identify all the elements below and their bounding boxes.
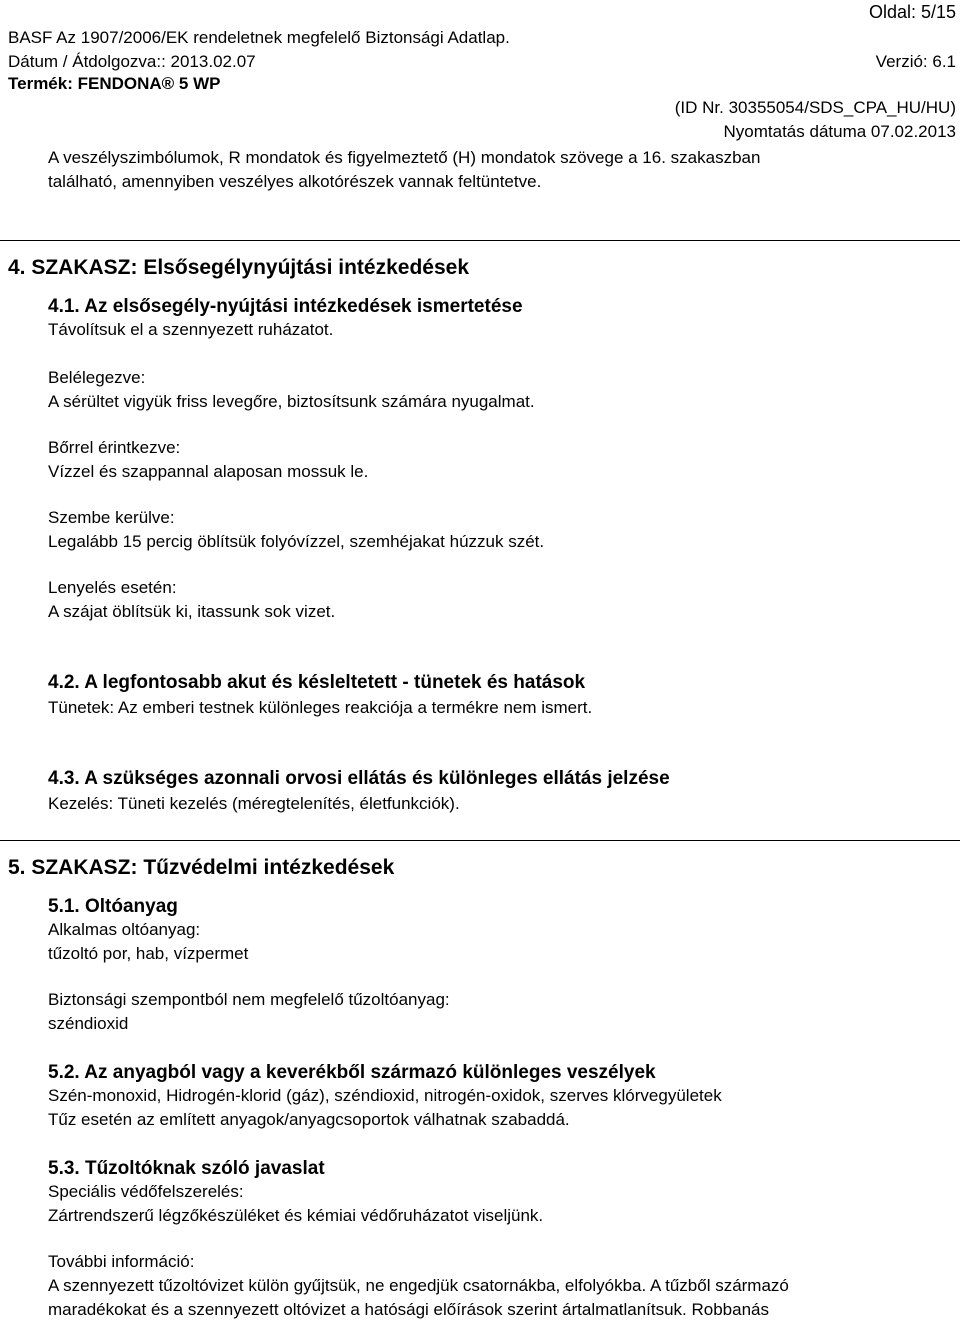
subsection-5-1-title: 5.1. Oltóanyag (48, 896, 178, 917)
section-divider (0, 840, 960, 841)
product-name: Termék: FENDONA® 5 WP (8, 74, 221, 93)
document-title: BASF Az 1907/2006/EK rendeletnek megfelelő Biztonsági Adatlap. (8, 28, 510, 47)
unsuitable-media-label: Biztonsági szempontból nem megfelelő tűzoltóanyag: (48, 990, 450, 1009)
eye-contact-text: Legalább 15 percig öblítsük folyóvízzel, szemhéjakat húzzuk szét. (48, 532, 545, 551)
further-info-line-1: A szennyezett tűzoltóvizet külön gyűjtsük, ne engedjük csatornákba, elfolyókba. A tűzből származó (48, 1276, 789, 1295)
subsection-5-3-title: 5.3. Tűzoltóknak szóló javaslat (48, 1158, 325, 1179)
further-info-line-2: maradékokat és a szennyezett oltóvizet a hatósági előírások szerint ártalmatlanítsuk. Robbanás (48, 1300, 769, 1319)
subsection-5-2-title: 5.2. Az anyagból vagy a keverékből származó különleges veszélyek (48, 1062, 656, 1083)
protective-equipment-text: Zártrendszerű légzőkészüléket és kémiai védőruházatot viseljünk. (48, 1206, 544, 1225)
ingestion-text: A szájat öblítsük ki, itassunk sok vizet. (48, 602, 336, 621)
general-advice: Távolítsuk el a szennyezett ruházatot. (48, 320, 334, 339)
section-5-title: 5. SZAKASZ: Tűzvédelmi intézkedések (8, 856, 395, 879)
suitable-media-label: Alkalmas oltóanyag: (48, 920, 201, 939)
section-divider (0, 240, 960, 241)
subsection-4-1-title: 4.1. Az elsősegély-nyújtási intézkedések ismertetése (48, 296, 523, 317)
intro-line-2: található, amennyiben veszélyes alkotórészek vannak feltüntetve. (48, 172, 542, 191)
subsection-4-2-title: 4.2. A legfontosabb akut és késleltetett - tünetek és hatások (48, 672, 586, 693)
skin-contact-label: Bőrrel érintkezve: (48, 438, 181, 457)
ingestion-label: Lenyelés esetén: (48, 578, 177, 597)
document-id: (ID Nr. 30355054/SDS_CPA_HU/HU) (674, 98, 956, 117)
inhalation-label: Belélegezve: (48, 368, 146, 387)
section-4-title: 4. SZAKASZ: Elsősegélynyújtási intézkedések (8, 256, 469, 279)
inhalation-text: A sérültet vigyük friss levegőre, biztosítsunk számára nyugalmat. (48, 392, 535, 411)
suitable-media-text: tűzoltó por, hab, vízpermet (48, 944, 249, 963)
special-hazards-line-2: Tűz esetén az említett anyagok/anyagcsoportok válhatnak szabaddá. (48, 1110, 570, 1129)
version: Verzió: 6.1 (875, 52, 956, 71)
treatment-text: Kezelés: Tüneti kezelés (méregtelenítés, életfunkciók). (48, 794, 460, 813)
subsection-4-3-title: 4.3. A szükséges azonnali orvosi ellátás és különleges ellátás jelzése (48, 768, 670, 789)
page-number: Oldal: 5/15 (868, 2, 956, 22)
unsuitable-media-text: széndioxid (48, 1014, 129, 1033)
revision-date: Dátum / Átdolgozva:: 2013.02.07 (8, 52, 256, 71)
protective-equipment-label: Speciális védőfelszerelés: (48, 1182, 244, 1201)
further-info-label: További információ: (48, 1252, 195, 1271)
skin-contact-text: Vízzel és szappannal alaposan mossuk le. (48, 462, 369, 481)
special-hazards-line-1: Szén-monoxid, Hidrogén-klorid (gáz), széndioxid, nitrogén-oxidok, szerves klórvegyületek (48, 1086, 722, 1105)
print-date: Nyomtatás dátuma 07.02.2013 (723, 122, 956, 141)
eye-contact-label: Szembe kerülve: (48, 508, 175, 527)
symptoms-text: Tünetek: Az emberi testnek különleges reakciója a termékre nem ismert. (48, 698, 593, 717)
intro-line-1: A veszélyszimbólumok, R mondatok és figyelmeztető (H) mondatok szövege a 16. szakaszban (48, 148, 761, 167)
